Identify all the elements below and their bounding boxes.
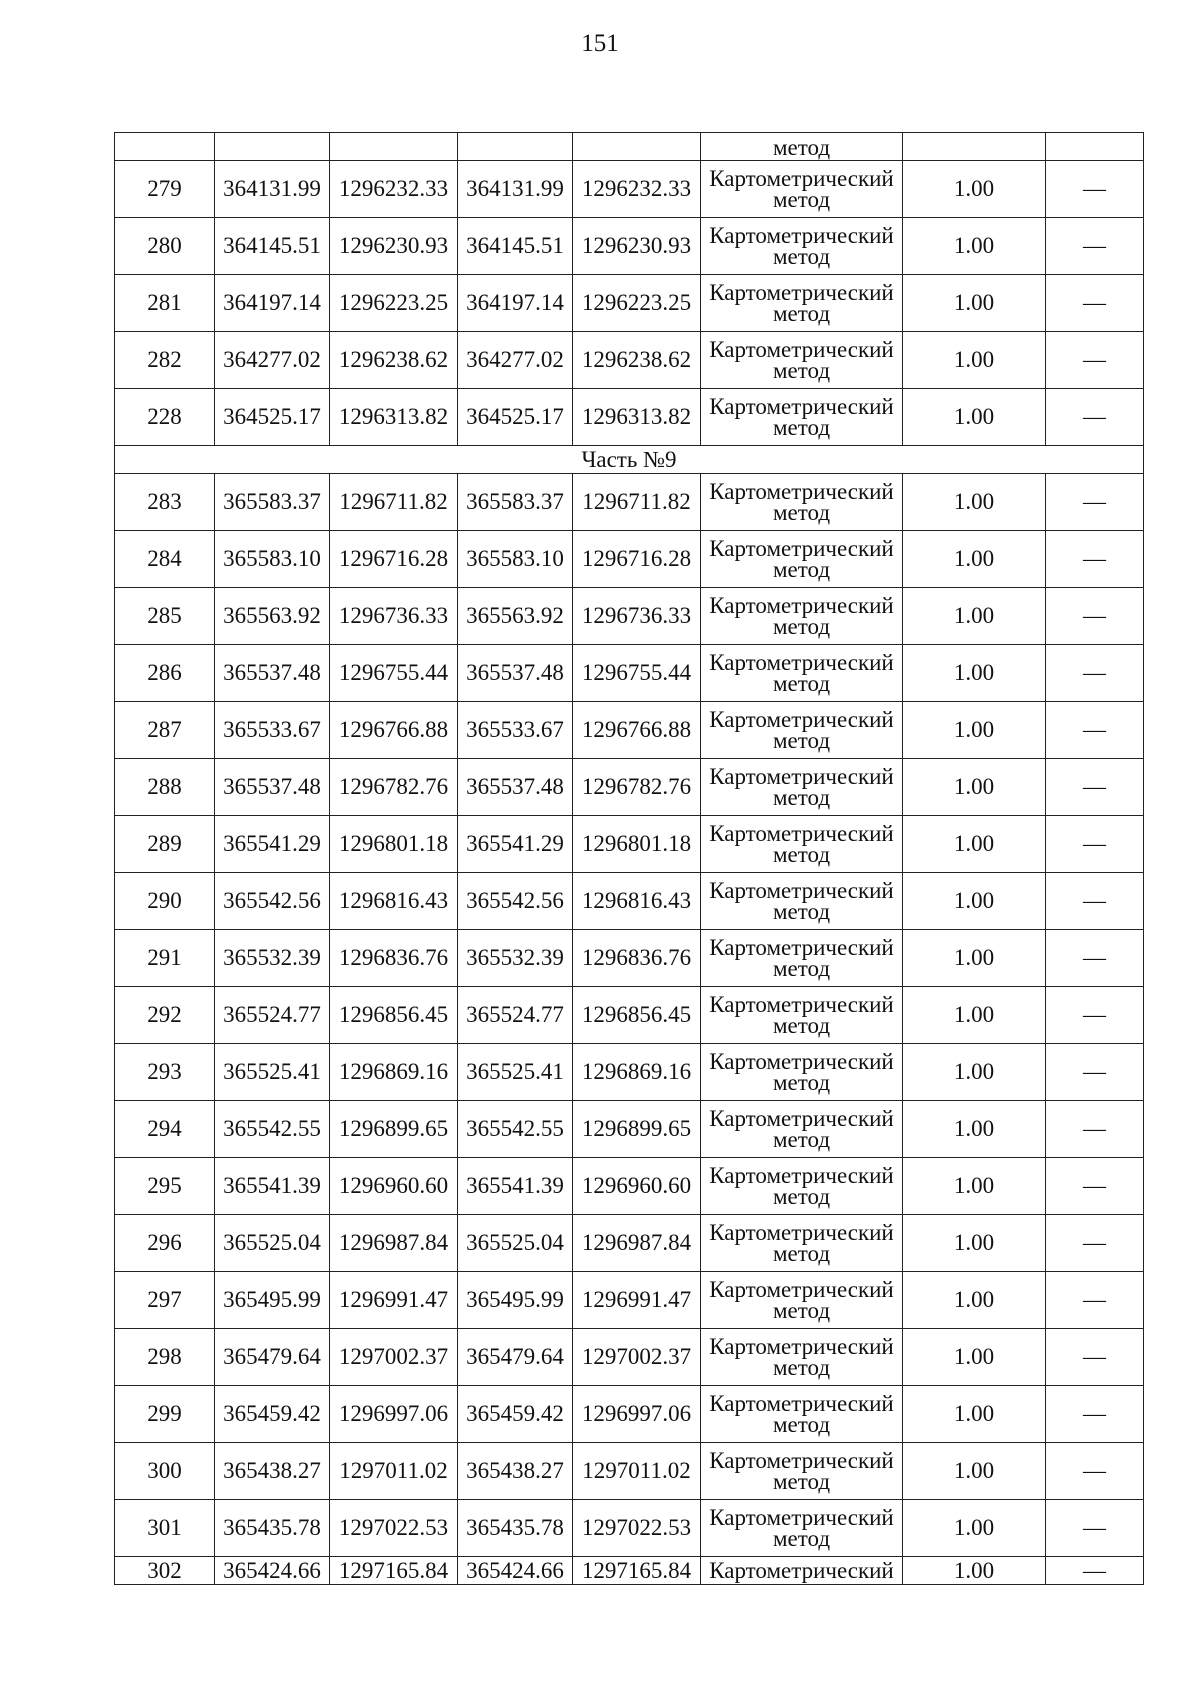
method-cell: [701, 702, 903, 759]
x-old-cell: 365532.39: [215, 930, 330, 987]
note-cell: —: [1046, 645, 1144, 702]
method-cell: [701, 987, 903, 1044]
point-number-cell: 296: [115, 1215, 215, 1272]
note-cell: —: [1046, 930, 1144, 987]
y-old-cell: 1296736.33: [330, 588, 458, 645]
cell-empty: [115, 133, 215, 161]
method-line1: Картометрический: [709, 877, 894, 903]
y-old-cell: 1296238.62: [330, 332, 458, 389]
note-cell: —: [1046, 873, 1144, 930]
point-number-cell: 290: [115, 873, 215, 930]
table-row: [115, 588, 1144, 645]
method-line2: метод: [772, 1240, 831, 1266]
y-new-cell: 1296801.18: [573, 816, 701, 873]
note-cell: —: [1046, 987, 1144, 1044]
y-old-cell: 1296987.84: [330, 1215, 458, 1272]
page-number: 151: [581, 30, 619, 57]
method-line1: Картометрический: [709, 478, 894, 504]
coordinates-table: [114, 132, 1144, 1585]
note-cell: —: [1046, 1215, 1144, 1272]
table-row: [115, 1557, 1144, 1585]
accuracy-cell: 1.00: [903, 1044, 1046, 1101]
method-line2: метод: [772, 898, 831, 924]
method-line2: метод: [772, 1411, 831, 1437]
y-old-cell: 1296856.45: [330, 987, 458, 1044]
point-number-cell: 302: [115, 1557, 215, 1585]
method-line1: Картометрический: [709, 1048, 894, 1074]
method-cell: [701, 873, 903, 930]
point-number-cell: 297: [115, 1272, 215, 1329]
x-old-cell: 365438.27: [215, 1443, 330, 1500]
table-row: [115, 645, 1144, 702]
method-cell: [701, 1272, 903, 1329]
y-old-cell: 1296836.76: [330, 930, 458, 987]
y-new-cell: 1296232.33: [573, 161, 701, 218]
method-line2: метод: [772, 1183, 831, 1209]
note-cell: —: [1046, 275, 1144, 332]
x-old-cell: 365542.55: [215, 1101, 330, 1158]
note-cell: —: [1046, 1557, 1144, 1585]
accuracy-cell: 1.00: [903, 1101, 1046, 1158]
method-line2: метод: [772, 1126, 831, 1152]
table-row: [115, 1044, 1144, 1101]
method-cell: [701, 1443, 903, 1500]
accuracy-cell: 1.00: [903, 332, 1046, 389]
table-row: [115, 930, 1144, 987]
method-line2: метод: [772, 841, 831, 867]
x-new-cell: 364525.17: [458, 389, 573, 446]
point-number-cell: 286: [115, 645, 215, 702]
method-line2: метод: [772, 1468, 831, 1494]
x-new-cell: 365533.67: [458, 702, 573, 759]
x-old-cell: 365525.41: [215, 1044, 330, 1101]
method-cell: [701, 1386, 903, 1443]
method-line2: метод: [772, 243, 831, 269]
table-row: [115, 389, 1144, 446]
point-number-cell: 283: [115, 474, 215, 531]
x-old-cell: 365459.42: [215, 1386, 330, 1443]
x-new-cell: 365424.66: [458, 1557, 573, 1585]
y-new-cell: 1296816.43: [573, 873, 701, 930]
note-cell: —: [1046, 161, 1144, 218]
y-old-cell: 1297165.84: [330, 1557, 458, 1585]
table-row: [115, 1215, 1144, 1272]
method-cell: [701, 930, 903, 987]
point-number-cell: 298: [115, 1329, 215, 1386]
accuracy-cell: 1.00: [903, 987, 1046, 1044]
method-line1: Картометрический: [709, 763, 894, 789]
y-old-cell: 1297002.37: [330, 1329, 458, 1386]
cell-empty: [573, 133, 701, 161]
y-new-cell: 1296997.06: [573, 1386, 701, 1443]
method-line2: метод: [772, 784, 831, 810]
accuracy-cell: 1.00: [903, 474, 1046, 531]
point-number-cell: 281: [115, 275, 215, 332]
note-cell: —: [1046, 218, 1144, 275]
method-line1: Картометрический: [709, 165, 894, 191]
point-number-cell: 300: [115, 1443, 215, 1500]
method-line2: метод: [772, 955, 831, 981]
note-cell: —: [1046, 531, 1144, 588]
method-line1: Картометрический: [709, 991, 894, 1017]
point-number-cell: 280: [115, 218, 215, 275]
method-line2: метод: [772, 1354, 831, 1380]
section-row: [115, 446, 1144, 474]
method-line1: Картометрический: [709, 649, 894, 675]
accuracy-cell: 1.00: [903, 1329, 1046, 1386]
x-new-cell: 365542.55: [458, 1101, 573, 1158]
table-row: [115, 702, 1144, 759]
x-new-cell: 365583.37: [458, 474, 573, 531]
point-number-cell: 282: [115, 332, 215, 389]
point-number-cell: 285: [115, 588, 215, 645]
method-line1: Картометрический: [709, 222, 894, 248]
method-line1: Картометрический: [709, 820, 894, 846]
accuracy-cell: 1.00: [903, 1386, 1046, 1443]
y-old-cell: 1296960.60: [330, 1158, 458, 1215]
point-number-cell: 301: [115, 1500, 215, 1557]
method-cell: [701, 1215, 903, 1272]
method-cell: [701, 133, 903, 161]
point-number-cell: 291: [115, 930, 215, 987]
note-cell: —: [1046, 1044, 1144, 1101]
method-line1: Картометрический: [709, 1333, 894, 1359]
cell-empty: [903, 133, 1046, 161]
y-old-cell: 1296991.47: [330, 1272, 458, 1329]
x-new-cell: 365459.42: [458, 1386, 573, 1443]
table-row: [115, 873, 1144, 930]
x-old-cell: 365537.48: [215, 645, 330, 702]
table-row: [115, 759, 1144, 816]
accuracy-cell: 1.00: [903, 161, 1046, 218]
method-cell: [701, 218, 903, 275]
x-new-cell: 365532.39: [458, 930, 573, 987]
y-new-cell: 1296856.45: [573, 987, 701, 1044]
method-line2: метод: [772, 556, 831, 582]
y-old-cell: 1296313.82: [330, 389, 458, 446]
y-new-cell: 1296736.33: [573, 588, 701, 645]
y-old-cell: 1296997.06: [330, 1386, 458, 1443]
method-cell: [701, 389, 903, 446]
accuracy-cell: 1.00: [903, 275, 1046, 332]
y-old-cell: 1296716.28: [330, 531, 458, 588]
table-row: [115, 332, 1144, 389]
method-line2: метод: [772, 1069, 831, 1095]
note-cell: —: [1046, 1386, 1144, 1443]
x-old-cell: 365541.29: [215, 816, 330, 873]
note-cell: —: [1046, 474, 1144, 531]
method-line1: Картометрический: [709, 1219, 894, 1245]
x-new-cell: 364131.99: [458, 161, 573, 218]
method-line1: Картометрический: [709, 336, 894, 362]
accuracy-cell: 1.00: [903, 218, 1046, 275]
method-cell: [701, 759, 903, 816]
y-old-cell: 1296766.88: [330, 702, 458, 759]
cell-empty: [458, 133, 573, 161]
method-line1: Картометрический: [709, 1504, 894, 1530]
x-new-cell: 365541.39: [458, 1158, 573, 1215]
x-new-cell: 365583.10: [458, 531, 573, 588]
section-label: Часть №9: [115, 446, 1144, 474]
cell-empty: [330, 133, 458, 161]
table-row: [115, 1386, 1144, 1443]
y-new-cell: 1296960.60: [573, 1158, 701, 1215]
method-line1: Картометрический: [709, 1447, 894, 1473]
method-line2: метод: [772, 1012, 831, 1038]
point-number-cell: 279: [115, 161, 215, 218]
method-line2: метод: [772, 1525, 831, 1551]
method-cell: [701, 1044, 903, 1101]
y-old-cell: 1296899.65: [330, 1101, 458, 1158]
y-old-cell: 1296816.43: [330, 873, 458, 930]
table-row: [115, 1500, 1144, 1557]
accuracy-cell: 1.00: [903, 645, 1046, 702]
method-line2: метод: [772, 414, 831, 440]
x-old-cell: 364131.99: [215, 161, 330, 218]
x-old-cell: 365583.37: [215, 474, 330, 531]
accuracy-cell: 1.00: [903, 389, 1046, 446]
x-new-cell: 365537.48: [458, 645, 573, 702]
y-new-cell: 1296711.82: [573, 474, 701, 531]
table-row: [115, 474, 1144, 531]
y-new-cell: 1296238.62: [573, 332, 701, 389]
table-row: [115, 161, 1144, 218]
accuracy-cell: 1.00: [903, 930, 1046, 987]
method-cell: [701, 1500, 903, 1557]
method-cell: [701, 816, 903, 873]
method-cell: Картометрический: [701, 1557, 903, 1585]
note-cell: —: [1046, 1443, 1144, 1500]
x-old-cell: 364197.14: [215, 275, 330, 332]
y-new-cell: 1297002.37: [573, 1329, 701, 1386]
x-new-cell: 364197.14: [458, 275, 573, 332]
x-new-cell: 365537.48: [458, 759, 573, 816]
y-old-cell: 1296230.93: [330, 218, 458, 275]
method-line1: Картометрический: [709, 279, 894, 305]
accuracy-cell: 1.00: [903, 588, 1046, 645]
table-row: [115, 1329, 1144, 1386]
y-new-cell: 1297011.02: [573, 1443, 701, 1500]
accuracy-cell: 1.00: [903, 1557, 1046, 1585]
method-cell: [701, 275, 903, 332]
cell-empty: [215, 133, 330, 161]
accuracy-cell: 1.00: [903, 1272, 1046, 1329]
method-cell: [701, 332, 903, 389]
y-new-cell: 1296987.84: [573, 1215, 701, 1272]
accuracy-cell: 1.00: [903, 1443, 1046, 1500]
method-cell: [701, 161, 903, 218]
x-old-cell: 365542.56: [215, 873, 330, 930]
y-old-cell: 1296232.33: [330, 161, 458, 218]
note-cell: —: [1046, 1329, 1144, 1386]
y-new-cell: 1296836.76: [573, 930, 701, 987]
continuation-row: [115, 133, 1144, 161]
x-old-cell: 364277.02: [215, 332, 330, 389]
point-number-cell: 287: [115, 702, 215, 759]
y-old-cell: 1296801.18: [330, 816, 458, 873]
x-new-cell: 365495.99: [458, 1272, 573, 1329]
y-new-cell: 1296716.28: [573, 531, 701, 588]
x-old-cell: 365583.10: [215, 531, 330, 588]
table-row: [115, 218, 1144, 275]
accuracy-cell: 1.00: [903, 759, 1046, 816]
method-line2: метод: [772, 727, 831, 753]
method-line1: Картометрический: [709, 1390, 894, 1416]
note-cell: —: [1046, 332, 1144, 389]
y-old-cell: 1296755.44: [330, 645, 458, 702]
point-number-cell: 284: [115, 531, 215, 588]
method-line1: Картометрический: [709, 535, 894, 561]
y-new-cell: 1297165.84: [573, 1557, 701, 1585]
table-row: [115, 816, 1144, 873]
x-old-cell: 364145.51: [215, 218, 330, 275]
y-new-cell: 1296755.44: [573, 645, 701, 702]
y-new-cell: 1296766.88: [573, 702, 701, 759]
y-old-cell: 1296869.16: [330, 1044, 458, 1101]
x-new-cell: 365438.27: [458, 1443, 573, 1500]
method-line2: метод: [772, 613, 831, 639]
y-old-cell: 1296711.82: [330, 474, 458, 531]
cell-empty: [1046, 133, 1144, 161]
accuracy-cell: 1.00: [903, 816, 1046, 873]
table-row: [115, 987, 1144, 1044]
table-row: [115, 275, 1144, 332]
note-cell: —: [1046, 1101, 1144, 1158]
method-line1: Картометрический: [709, 393, 894, 419]
x-new-cell: 365563.92: [458, 588, 573, 645]
accuracy-cell: 1.00: [903, 873, 1046, 930]
accuracy-cell: 1.00: [903, 531, 1046, 588]
x-old-cell: 365541.39: [215, 1158, 330, 1215]
accuracy-cell: 1.00: [903, 1500, 1046, 1557]
point-number-cell: 288: [115, 759, 215, 816]
x-old-cell: 365533.67: [215, 702, 330, 759]
x-old-cell: 365563.92: [215, 588, 330, 645]
x-new-cell: 364145.51: [458, 218, 573, 275]
note-cell: —: [1046, 1500, 1144, 1557]
x-old-cell: 365524.77: [215, 987, 330, 1044]
y-new-cell: 1296991.47: [573, 1272, 701, 1329]
method-line1: Картометрический: [709, 1105, 894, 1131]
table-row: [115, 1158, 1144, 1215]
point-number-cell: 228: [115, 389, 215, 446]
accuracy-cell: 1.00: [903, 1215, 1046, 1272]
x-new-cell: 365525.41: [458, 1044, 573, 1101]
note-cell: —: [1046, 389, 1144, 446]
accuracy-cell: 1.00: [903, 1158, 1046, 1215]
method-line2: метод: [772, 670, 831, 696]
method-cell: [701, 1158, 903, 1215]
y-new-cell: 1296313.82: [573, 389, 701, 446]
x-old-cell: 365424.66: [215, 1557, 330, 1585]
y-old-cell: 1297011.02: [330, 1443, 458, 1500]
y-new-cell: 1296230.93: [573, 218, 701, 275]
point-number-cell: 294: [115, 1101, 215, 1158]
x-old-cell: 364525.17: [215, 389, 330, 446]
note-cell: —: [1046, 1158, 1144, 1215]
point-number-cell: 295: [115, 1158, 215, 1215]
method-tail: метод: [772, 135, 831, 160]
y-new-cell: 1296899.65: [573, 1101, 701, 1158]
x-old-cell: 365435.78: [215, 1500, 330, 1557]
point-number-cell: 299: [115, 1386, 215, 1443]
method-line1: Картометрический: [709, 592, 894, 618]
method-cell: [701, 531, 903, 588]
method-line2: метод: [772, 357, 831, 383]
y-new-cell: 1296223.25: [573, 275, 701, 332]
method-line2: метод: [772, 300, 831, 326]
method-line1: Картометрический: [709, 1276, 894, 1302]
x-new-cell: 365524.77: [458, 987, 573, 1044]
note-cell: —: [1046, 702, 1144, 759]
y-old-cell: 1297022.53: [330, 1500, 458, 1557]
note-cell: —: [1046, 759, 1144, 816]
y-old-cell: 1296782.76: [330, 759, 458, 816]
x-old-cell: 365495.99: [215, 1272, 330, 1329]
method-cell: [701, 645, 903, 702]
method-cell: [701, 1101, 903, 1158]
y-new-cell: 1296869.16: [573, 1044, 701, 1101]
accuracy-cell: 1.00: [903, 702, 1046, 759]
method-line2: метод: [772, 499, 831, 525]
method-cell: [701, 588, 903, 645]
table-row: [115, 1101, 1144, 1158]
method-line1: Картометрический: [709, 706, 894, 732]
x-new-cell: 365479.64: [458, 1329, 573, 1386]
y-new-cell: 1296782.76: [573, 759, 701, 816]
x-new-cell: 365525.04: [458, 1215, 573, 1272]
x-new-cell: 365435.78: [458, 1500, 573, 1557]
method-line1: Картометрический: [709, 934, 894, 960]
x-new-cell: 364277.02: [458, 332, 573, 389]
note-cell: —: [1046, 1272, 1144, 1329]
method-line2: метод: [772, 1297, 831, 1323]
method-line2: метод: [772, 186, 831, 212]
table-row: [115, 531, 1144, 588]
coordinates-table-body: [115, 133, 1144, 1585]
method-cell: [701, 1329, 903, 1386]
point-number-cell: 293: [115, 1044, 215, 1101]
y-new-cell: 1297022.53: [573, 1500, 701, 1557]
method-cell: [701, 474, 903, 531]
method-line1: Картометрический: [709, 1162, 894, 1188]
point-number-cell: 292: [115, 987, 215, 1044]
note-cell: —: [1046, 588, 1144, 645]
x-old-cell: 365537.48: [215, 759, 330, 816]
table-row: [115, 1443, 1144, 1500]
x-new-cell: 365541.29: [458, 816, 573, 873]
x-old-cell: 365479.64: [215, 1329, 330, 1386]
note-cell: —: [1046, 816, 1144, 873]
y-old-cell: 1296223.25: [330, 275, 458, 332]
table-row: [115, 1272, 1144, 1329]
x-old-cell: 365525.04: [215, 1215, 330, 1272]
point-number-cell: 289: [115, 816, 215, 873]
x-new-cell: 365542.56: [458, 873, 573, 930]
